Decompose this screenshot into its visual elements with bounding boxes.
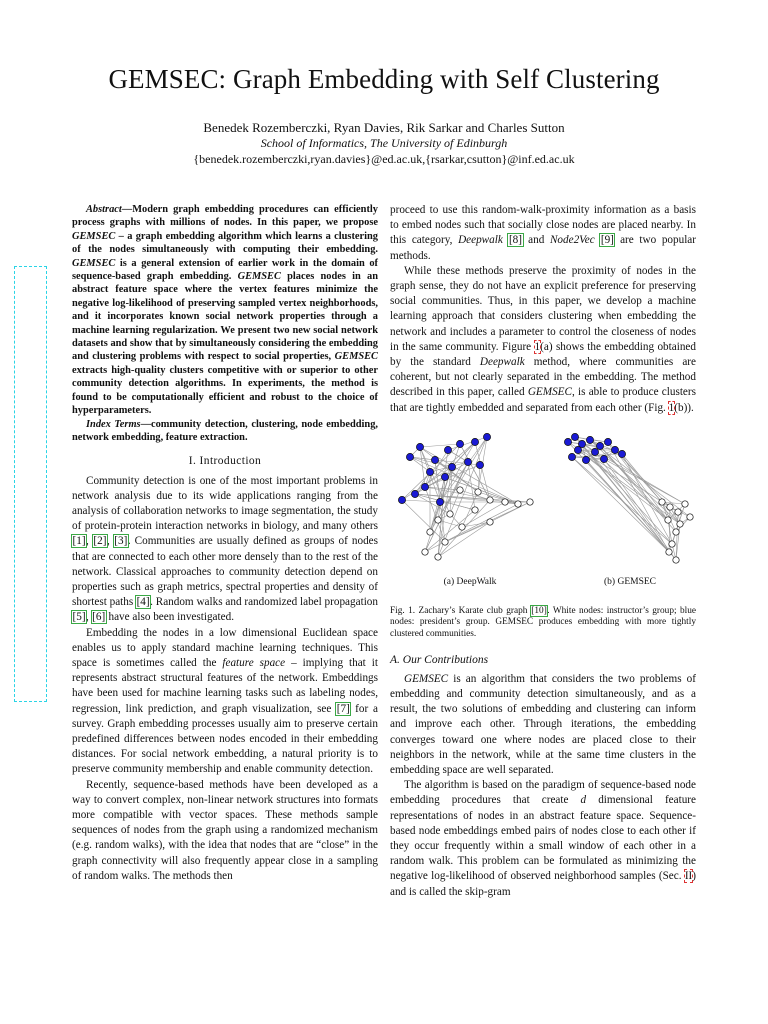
graph-node-white bbox=[673, 557, 679, 563]
graph-node-blue bbox=[476, 461, 483, 468]
deepwalk-term: Deepwalk bbox=[458, 234, 503, 247]
graph-node-blue bbox=[568, 453, 575, 460]
graph-node-blue bbox=[441, 473, 448, 480]
graph-node-blue bbox=[464, 458, 471, 465]
abstract-text: places nodes in an abstract feature space where the vertex features minimize the negative log-likelihood of preserving sampled vertex neighborhoods, and it incorporates known social network properties through a machine learning regularization. We present two new social network datasets and show that by simultaneously considering the embedding and clustering problems with respect to social properties, bbox=[72, 271, 378, 363]
right-paragraph-1 bbox=[390, 203, 696, 264]
graph-node-blue bbox=[456, 440, 463, 447]
graph-node-blue bbox=[444, 446, 451, 453]
figure-1 bbox=[390, 432, 696, 600]
graph-node-blue bbox=[436, 498, 443, 505]
para-text: ) and is called the skip-gram bbox=[390, 870, 696, 898]
link-annotation-box bbox=[14, 266, 47, 702]
graph-node-white bbox=[659, 499, 665, 505]
graph-edge bbox=[448, 437, 487, 450]
right-paragraph-2 bbox=[390, 264, 696, 416]
graph-node-white bbox=[475, 489, 481, 495]
para-text: . Communities are usually defined as groups of nodes that are connected to each other more densely than to the rest of the network. Classical approaches to community detection depend on properties such as graph metrics, spectral properties and density of shortest paths bbox=[72, 535, 378, 609]
graph-edge bbox=[595, 452, 669, 552]
graph-node-white bbox=[422, 549, 428, 555]
graph-node-blue bbox=[483, 433, 490, 440]
intro-paragraph-3: Recently, sequence-based methods have been developed as a way to convert complex, non-linear network structures into formats more compatible with vector spaces. These methods sample sequences of nodes from the graph using a randomized mechanism (e.g. random walks), with the idea that nodes that are “close” in the graph connectivity will also frequently appear close in a sampling of random walks. The methods then bbox=[72, 778, 378, 882]
graph-node-white bbox=[677, 521, 683, 527]
citation-link[interactable]: [9] bbox=[600, 234, 614, 247]
abstract-gemsec: GEMSEC bbox=[334, 351, 378, 363]
dimension-symbol: d bbox=[580, 794, 587, 807]
graph-node-white bbox=[687, 514, 693, 520]
para-text: are two popular methods. bbox=[390, 234, 696, 262]
graph-node-white bbox=[502, 499, 508, 505]
section-heading-introduction: I. Introduction bbox=[188, 455, 262, 468]
intro-paragraph-2 bbox=[72, 626, 378, 778]
figure-ref-link[interactable]: 1 bbox=[668, 401, 675, 414]
graph-node-white bbox=[515, 501, 521, 507]
figure-label-b: (b) GEMSEC bbox=[604, 576, 656, 587]
graph-node-white bbox=[666, 549, 672, 555]
caption-text: Fig. 1. Zachary’s Karate club graph bbox=[390, 605, 531, 616]
contrib-paragraph-1 bbox=[390, 672, 696, 778]
graph-node-blue bbox=[416, 443, 423, 450]
citation-link[interactable]: [5] bbox=[72, 611, 86, 624]
para-text: have also been investigated. bbox=[105, 611, 234, 624]
graph-node-blue bbox=[586, 436, 593, 443]
abstract-text: —Modern graph embedding procedures can efficiently process graphs with millions of nodes. In this paper, we propose bbox=[72, 204, 378, 229]
abstract-text: extracts high-quality clusters competitive with or superior to other community detection algorithms. In experiments, the method is found to be computationally efficient and robust to the choice of hyperparameters. bbox=[72, 364, 378, 417]
abstract bbox=[72, 203, 378, 418]
graph-node-blue bbox=[618, 450, 625, 457]
para-text: and bbox=[522, 234, 550, 247]
graph-node-blue bbox=[406, 453, 413, 460]
abstract-gemsec: GEMSEC bbox=[72, 230, 116, 242]
deepwalk-edges bbox=[402, 437, 530, 557]
graph-node-blue bbox=[600, 455, 607, 462]
graph-edge bbox=[402, 500, 440, 502]
para-text: . Random walks and randomized label propagation bbox=[150, 596, 378, 609]
graph-node-white bbox=[675, 509, 681, 515]
citation-link[interactable]: [3] bbox=[114, 535, 128, 548]
graph-node-white bbox=[487, 519, 493, 525]
author-emails: {benedek.rozemberczki,ryan.davies}@ed.ac.uk,{rsarkar,csutton}@inf.ed.ac.uk bbox=[193, 152, 575, 166]
graph-node-white bbox=[673, 529, 679, 535]
node2vec-term: Node2Vec bbox=[549, 234, 595, 247]
index-terms-label: Index Terms bbox=[86, 418, 141, 430]
deepwalk-term: Deepwalk bbox=[479, 356, 525, 369]
graph-node-white bbox=[459, 524, 465, 530]
citation-link[interactable]: [7] bbox=[336, 702, 350, 715]
abstract-text: – a graph embedding algorithm which learns a clustering of the nodes simultaneously with computing their embedding. bbox=[72, 230, 378, 256]
graph-edge bbox=[420, 444, 460, 447]
figure-ref-link[interactable]: 1 bbox=[534, 340, 541, 353]
graph-edge bbox=[572, 457, 669, 552]
graph-edge bbox=[622, 454, 680, 524]
para-text: (a) shows the embedding obtained by the standard bbox=[390, 340, 696, 369]
intro-paragraph-1: Community detection is one of the most important problems in network analysis due to its wide applications ranging from the analysis of collaboration networks to image segmentation, the study of protein-protein interaction networks in biology, and many others [1], [2], [3]. Communities are usually defined as groups of nodes that are connected to each other more densely than to the rest of the network. Classical approaches to community detection depend on properties such as graph metrics, spectral properties and density of shortest paths [4]. Random walks and randomized label propagation [5], [6] have also been investigated. bbox=[72, 474, 378, 624]
abstract-text: is a general extension of earlier work in the domain of sequence-based graph embedding. bbox=[72, 257, 378, 283]
graph-node-blue bbox=[574, 446, 581, 453]
citation-link[interactable]: [2] bbox=[93, 535, 107, 548]
citation-link[interactable]: [4] bbox=[136, 596, 150, 609]
contrib-paragraph-2 bbox=[390, 778, 696, 900]
index-terms bbox=[72, 418, 378, 445]
para-text: (b)). bbox=[674, 401, 694, 414]
para-text: Embedding the nodes in a low dimensional Euclidean space enables us to apply standard machine learning techniques. This space is sometimes called the bbox=[72, 626, 378, 669]
graph-node-white bbox=[682, 501, 688, 507]
graph-node-blue bbox=[426, 468, 433, 475]
gemsec-nodes bbox=[564, 433, 693, 563]
graph-edge bbox=[415, 494, 530, 502]
graph-edge bbox=[586, 460, 669, 552]
para-text: Community detection is one of the most important problems in network analysis due to its wide applications ranging from the analysis of collaboration networks to image segmentation, the study of protein-protein interaction networks in biology, and many others bbox=[72, 474, 378, 533]
citation-link[interactable]: [6] bbox=[92, 611, 106, 624]
abstract-label: Abstract bbox=[86, 204, 122, 215]
paper-title: GEMSEC: Graph Embedding with Self Clustering bbox=[108, 64, 660, 94]
feature-space-term: feature space bbox=[222, 656, 286, 669]
para-text: While these methods preserve the proximity of nodes in the graph sense, they do not have an explicit preference for preserving social communities. Thus, in this paper, we develop a machine learning approach that considers clustering when embedding the network and includes a parameter to control the closeness of nodes in the same community. Figure bbox=[390, 264, 696, 353]
left-column bbox=[72, 203, 378, 884]
abstract-gemsec: GEMSEC bbox=[237, 271, 281, 283]
graph-node-blue bbox=[398, 496, 405, 503]
figure-caption bbox=[390, 606, 696, 641]
graph-node-white bbox=[442, 539, 448, 545]
para-text: The algorithm is based on the paradigm of sequence-based node embedding procedures that create bbox=[390, 779, 696, 807]
para-text: dimensional feature representations of nodes in an abstract feature space. Sequence-based node embeddings embed pairs of nodes close to each other if they occur frequently within a small window of each other in a random walk. This problem can be formulated as minimizing the negative log-likelihood of observed neighborhood samples (Sec. bbox=[390, 794, 696, 883]
citation-link[interactable]: [1] bbox=[72, 535, 86, 548]
graph-node-white bbox=[457, 487, 463, 493]
author-list: Benedek Rozemberczki, Ryan Davies, Rik Sarkar and Charles Sutton bbox=[203, 120, 565, 135]
graph-node-blue bbox=[421, 483, 428, 490]
graph-node-white bbox=[435, 517, 441, 523]
para-text: for a survey. Graph embedding processes usually aim to preserve certain predefined differences between nodes encoded in their embedding distances. For social network embedding, a natural priority is to preserve community membership and enable community detection. bbox=[72, 702, 378, 776]
caption-text: . White nodes: instructor’s group; blue nodes: president’s group. GEMSEC produces embedding with more tightly clustered communities. bbox=[390, 605, 696, 640]
citation-link[interactable]: [8] bbox=[508, 234, 522, 247]
graph-node-blue bbox=[411, 490, 418, 497]
graph-node-blue bbox=[448, 463, 455, 470]
gemsec-term: GEMSEC bbox=[404, 672, 449, 685]
graph-node-white bbox=[527, 499, 533, 505]
abstract-gemsec: GEMSEC bbox=[72, 257, 116, 269]
para-text: is an algorithm that considers the two problems of embedding and community detection simultaneously, and as a result, the two solutions of embedding and clustering can inform and improve each other. Through iterations, the embedding converges toward one where nodes are placed close to their neighbors in the network, while at the same time clusters in the embedding space are well separated. bbox=[390, 672, 696, 777]
para-text: method, where communities are coherent, but not clearly separated in the embedding. The method described in this paper, called bbox=[390, 356, 696, 399]
graph-node-white bbox=[487, 497, 493, 503]
graph-node-blue bbox=[582, 456, 589, 463]
graph-node-white bbox=[447, 511, 453, 517]
index-terms-text: —community detection, clustering, node embedding, network embedding, feature extraction. bbox=[72, 418, 378, 443]
graph-node-blue bbox=[564, 438, 571, 445]
graph-node-white bbox=[665, 517, 671, 523]
affiliation: School of Informatics, The University of Edinburgh bbox=[260, 136, 508, 150]
graph-node-white bbox=[669, 541, 675, 547]
right-column bbox=[390, 203, 696, 900]
figure-graph-drawing bbox=[390, 432, 696, 572]
graph-node-blue bbox=[591, 448, 598, 455]
graph-node-white bbox=[427, 529, 433, 535]
graph-node-white bbox=[435, 554, 441, 560]
graph-node-blue bbox=[431, 456, 438, 463]
graph-node-blue bbox=[571, 433, 578, 440]
section-ref-link[interactable]: II bbox=[684, 870, 693, 883]
graph-node-blue bbox=[596, 442, 603, 449]
para-text: proceed to use this random-walk-proximity information as a basis to embed nodes such that socially close nodes are placed nearby. In this category, bbox=[390, 204, 696, 247]
para-text: – implying that it represents abstract structural features of the network. Embeddings have been used for machine learning tasks such as labeling nodes, regression, link prediction, and graph visualization, see bbox=[72, 656, 378, 715]
graph-node-blue bbox=[471, 438, 478, 445]
graph-node-white bbox=[667, 504, 673, 510]
graph-node-blue bbox=[611, 446, 618, 453]
figure-label-a: (a) DeepWalk bbox=[443, 576, 497, 587]
graph-node-blue bbox=[604, 438, 611, 445]
graph-node-white bbox=[472, 507, 478, 513]
gemsec-term: GEMSEC bbox=[527, 386, 572, 399]
citation-link[interactable]: [10] bbox=[531, 605, 547, 616]
para-text: , is able to produce clusters that are tightly embedded and separated from each other (Fig. bbox=[390, 386, 696, 414]
subsection-heading: A. Our Contributions bbox=[390, 653, 489, 666]
